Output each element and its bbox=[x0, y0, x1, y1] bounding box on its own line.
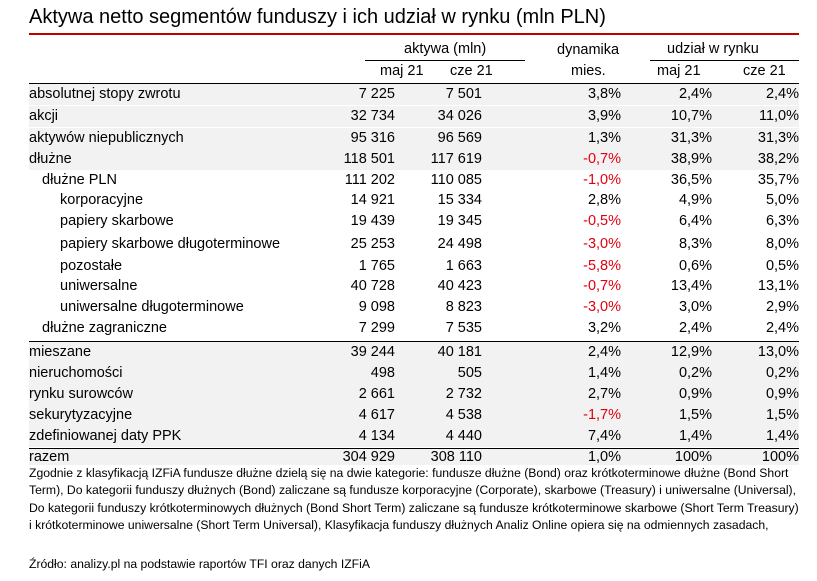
table-row bbox=[29, 405, 799, 426]
segment-name: uniwersalne bbox=[60, 278, 138, 294]
segment-name: pozostałe bbox=[60, 258, 123, 274]
assets-june: 308 110 bbox=[430, 449, 482, 465]
assets-june: 15 334 bbox=[437, 192, 482, 208]
share-may: 1,4% bbox=[678, 428, 712, 444]
segment-name: papiery skarbowe długoterminowe bbox=[60, 236, 281, 252]
segment-name: akcji bbox=[29, 108, 59, 124]
share-june: 6,3% bbox=[765, 213, 799, 229]
monthly-change: -1,7% bbox=[583, 407, 621, 423]
share-may: 31,3% bbox=[670, 130, 712, 146]
table-row bbox=[29, 190, 799, 211]
segment-name: dłużne PLN bbox=[42, 172, 117, 188]
header-udzial-cze: cze 21 bbox=[743, 63, 786, 79]
table-row bbox=[29, 296, 799, 318]
assets-may: 2 661 bbox=[358, 386, 395, 402]
table-row bbox=[29, 232, 799, 256]
header-udzial-maj: maj 21 bbox=[657, 63, 701, 79]
segment-name: korporacyjne bbox=[60, 192, 144, 208]
segment-name: absolutnej stopy zwrotu bbox=[29, 86, 181, 102]
assets-may: 39 244 bbox=[350, 344, 395, 360]
assets-june: 24 498 bbox=[437, 236, 482, 252]
total-row bbox=[29, 448, 799, 465]
share-june: 1,5% bbox=[765, 407, 799, 423]
share-june: 8,0% bbox=[765, 236, 799, 252]
table-row bbox=[29, 426, 799, 447]
table-row bbox=[29, 84, 799, 105]
page-title: Aktywa netto segmentów funduszy i ich udział w rynku (mln PLN) bbox=[29, 6, 606, 28]
share-may: 100% bbox=[674, 449, 712, 465]
header-aktywa-underline bbox=[365, 60, 525, 61]
share-june: 2,9% bbox=[765, 299, 799, 315]
header-udzial-underline bbox=[650, 60, 799, 61]
share-may: 4,9% bbox=[678, 192, 712, 208]
segment-name: rynku surowców bbox=[29, 386, 133, 402]
monthly-change: -1,0% bbox=[583, 172, 621, 188]
share-may: 6,4% bbox=[678, 213, 712, 229]
table-row bbox=[29, 128, 799, 149]
assets-june: 110 085 bbox=[430, 172, 482, 188]
assets-may: 9 098 bbox=[358, 299, 395, 315]
assets-may: 498 bbox=[370, 365, 395, 381]
assets-may: 40 728 bbox=[350, 278, 395, 294]
assets-june: 7 501 bbox=[445, 86, 482, 102]
share-june: 13,0% bbox=[757, 344, 799, 360]
share-june: 35,7% bbox=[757, 172, 799, 188]
header-udzial: udział w rynku bbox=[667, 41, 759, 57]
assets-may: 7 225 bbox=[358, 86, 395, 102]
source-line: Źródło: analizy.pl na podstawie raportów TFI oraz danych IZFiA bbox=[29, 557, 370, 571]
segment-name: mieszane bbox=[29, 344, 92, 360]
monthly-change: -5,8% bbox=[583, 258, 621, 274]
assets-may: 32 734 bbox=[350, 108, 395, 124]
share-june: 13,1% bbox=[757, 278, 799, 294]
assets-may: 118 501 bbox=[343, 151, 395, 167]
assets-june: 505 bbox=[457, 365, 482, 381]
monthly-change: 3,8% bbox=[587, 86, 621, 102]
table-row bbox=[29, 276, 799, 296]
assets-june: 8 823 bbox=[445, 299, 482, 315]
segment-name: zdefiniowanej daty PPK bbox=[29, 428, 182, 444]
assets-may: 4 134 bbox=[358, 428, 395, 444]
assets-may: 19 439 bbox=[350, 213, 395, 229]
assets-may: 1 765 bbox=[358, 258, 395, 274]
monthly-change: 2,4% bbox=[587, 344, 621, 360]
monthly-change: 7,4% bbox=[587, 428, 621, 444]
assets-june: 2 732 bbox=[445, 386, 482, 402]
share-june: 5,0% bbox=[765, 192, 799, 208]
assets-may: 95 316 bbox=[350, 130, 395, 146]
assets-may: 111 202 bbox=[344, 172, 395, 188]
share-june: 100% bbox=[761, 449, 799, 465]
monthly-change: 1,0% bbox=[587, 449, 621, 465]
table-row bbox=[29, 170, 799, 190]
share-may: 0,6% bbox=[678, 258, 712, 274]
share-june: 0,9% bbox=[765, 386, 799, 402]
assets-june: 4 440 bbox=[445, 428, 482, 444]
share-june: 1,4% bbox=[765, 428, 799, 444]
segment-name: dłużne bbox=[29, 151, 72, 167]
table-row bbox=[29, 363, 799, 384]
table-row bbox=[29, 256, 799, 276]
title-divider bbox=[29, 33, 799, 35]
segment-name: papiery skarbowe bbox=[60, 213, 174, 229]
table-row bbox=[29, 106, 799, 127]
share-june: 0,2% bbox=[765, 365, 799, 381]
share-june: 0,5% bbox=[765, 258, 799, 274]
monthly-change: -0,7% bbox=[583, 278, 621, 294]
assets-may: 7 299 bbox=[358, 320, 395, 336]
assets-june: 96 569 bbox=[437, 130, 482, 146]
share-may: 0,9% bbox=[678, 386, 712, 402]
assets-may: 25 253 bbox=[350, 236, 395, 252]
monthly-change: 2,8% bbox=[587, 192, 621, 208]
share-may: 1,5% bbox=[678, 407, 712, 423]
assets-may: 4 617 bbox=[358, 407, 395, 423]
assets-june: 40 423 bbox=[437, 278, 482, 294]
assets-june: 40 181 bbox=[437, 344, 482, 360]
segment-name: uniwersalne długoterminowe bbox=[60, 299, 244, 315]
header-dynamika-sub: mies. bbox=[571, 63, 606, 79]
share-may: 2,4% bbox=[678, 86, 712, 102]
monthly-change: 3,2% bbox=[587, 320, 621, 336]
share-june: 38,2% bbox=[757, 151, 799, 167]
assets-may: 14 921 bbox=[350, 192, 395, 208]
table-row bbox=[29, 211, 799, 232]
assets-june: 4 538 bbox=[445, 407, 482, 423]
monthly-change: -0,7% bbox=[583, 151, 621, 167]
share-may: 13,4% bbox=[670, 278, 712, 294]
assets-may: 304 929 bbox=[342, 449, 395, 465]
share-june: 2,4% bbox=[765, 86, 799, 102]
segment-name: dłużne zagraniczne bbox=[42, 320, 167, 336]
share-june: 31,3% bbox=[757, 130, 799, 146]
header-dynamika: dynamika bbox=[557, 42, 620, 58]
share-may: 12,9% bbox=[670, 344, 712, 360]
share-may: 2,4% bbox=[678, 320, 712, 336]
table-row bbox=[29, 341, 799, 363]
table-row bbox=[29, 318, 799, 339]
share-june: 2,4% bbox=[765, 320, 799, 336]
header-aktywa-cze: cze 21 bbox=[450, 63, 493, 79]
monthly-change: 1,3% bbox=[587, 130, 621, 146]
segment-name: aktywów niepublicznych bbox=[29, 130, 184, 146]
monthly-change: -0,5% bbox=[583, 213, 621, 229]
share-may: 3,0% bbox=[678, 299, 712, 315]
header-aktywa-maj: maj 21 bbox=[380, 63, 424, 79]
classification-note: Zgodnie z klasyfikacją IZFiA fundusze dłużne dzielą się na dwie kategorie: fundusze dłużne (Bond) oraz krótkoterminowe dłużne (Bond Short Term), Do kategorii funduszy dłużnych (Bond) zaliczane są fundusze korporacyjne (Corporate), skarbowe (Treasury) i uniwersalne (Universal), Do kategorii funduszy krótkoterminowych dłużnych (Bond Short Term) zaliczane są fundusze krótkoterminowe skarbowe (Short Term Treasury) i krótkoterminowe uniwersalne (Short Term Universal), Klasyfikacja funduszy dłużnych Analiz Online opiera się na odmiennych zasadach, bbox=[29, 466, 799, 533]
share-may: 0,2% bbox=[678, 365, 712, 381]
assets-june: 1 663 bbox=[445, 258, 482, 274]
monthly-change: 3,9% bbox=[587, 108, 621, 124]
segment-name: sekurytyzacyjne bbox=[29, 407, 133, 423]
share-may: 38,9% bbox=[670, 151, 712, 167]
assets-june: 19 345 bbox=[437, 213, 482, 229]
monthly-change: 1,4% bbox=[587, 365, 621, 381]
share-may: 10,7% bbox=[670, 108, 712, 124]
monthly-change: -3,0% bbox=[583, 299, 621, 315]
monthly-change: -3,0% bbox=[583, 236, 621, 252]
assets-june: 34 026 bbox=[437, 108, 482, 124]
monthly-change: 2,7% bbox=[587, 386, 621, 402]
header-aktywa: aktywa (mln) bbox=[404, 41, 487, 57]
share-may: 36,5% bbox=[670, 172, 712, 188]
segment-name: razem bbox=[29, 449, 70, 465]
share-may: 8,3% bbox=[678, 236, 712, 252]
table-row bbox=[29, 384, 799, 405]
share-june: 11,0% bbox=[758, 108, 799, 124]
assets-june: 117 619 bbox=[430, 151, 482, 167]
assets-june: 7 535 bbox=[445, 320, 482, 336]
table-row bbox=[29, 149, 799, 170]
segment-name: nieruchomości bbox=[29, 365, 123, 381]
